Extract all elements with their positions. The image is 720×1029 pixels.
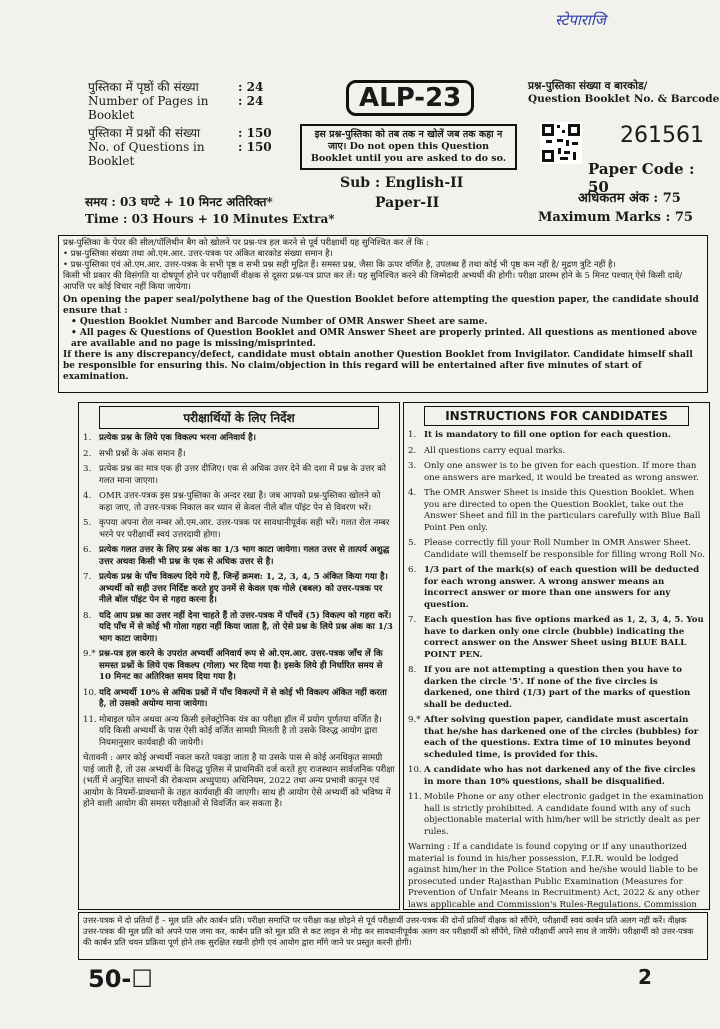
item-text: The OMR Answer Sheet is inside this Question Booklet. When you are directed to open the Question Booklet, take out the Answer Sheet and fill in the particulars carefully with Blue Ball Point Pen only. xyxy=(424,488,701,533)
seal-hi-bullet-2: • प्रश्न-पुस्तिका एवं ओ.एम.आर. उत्तर-पत्रक के सभी पृष्ठ व सभी प्रश्न सही मुद्रित हैं। समस्त प्रश्न, जैसा कि ऊपर वर्णित है, उपलब्ध हैं तथा कोई भी पृष्ठ कम नहीं है/ मुद्रण त्रुटि नहीं है। xyxy=(63,260,616,270)
english-instructions-item xyxy=(408,488,705,534)
time-hi: समय : 03 घण्टे + 10 मिनट अतिरिक्त* xyxy=(85,195,273,209)
seal-hi-bullet-1: • प्रश्न-पुस्तिका संख्या तथा ओ.एम.आर. उत्तर-पत्रक पर अंकित बारकोड संख्या समान है। xyxy=(63,249,333,259)
item-text: OMR उत्तर-पत्रक इस प्रश्न-पुस्तिका के अन्दर रखा है। जब आपको प्रश्न-पुस्तिका खोलने को कहा जाए, तो उत्तर-पत्रक निकाल कर ध्यान से केवल नीले बॉल पॉइंट पेन से विवरण भरें। xyxy=(99,491,381,513)
hindi-instructions-item xyxy=(83,572,395,607)
item-number: 7. xyxy=(83,572,92,582)
item-text: कृपया अपना रोल नम्बर ओ.एम.आर. उत्तर-पत्रक पर सावधानीपूर्वक सही भरें। गलत रोल नम्बर भरने पर परीक्षार्थी स्वयं उत्तरदायी होगा। xyxy=(99,518,390,540)
seal-en-bullet-2-text: All pages & Questions of Question Booklet and OMR Answer Sheet are properly printed. All questions as mentioned above are available and no page is missing/misprinted. xyxy=(71,328,698,349)
item-text: Warning : If a candidate is found copying or if any unauthorized material is found in his/her possession, F.I.R. would be lodged against him/her in the Police Station and he/she would liable to be prosecuted under Rajasthan Public Examination (Measures for Prevention of Unfair Means in Recruitment) Act, 2022 & any other laws applicable and Commission's Rules-Regulations. Commission xyxy=(408,842,700,910)
english-instructions-item xyxy=(408,615,705,661)
item-text: प्रत्येक प्रश्न का मात्र एक ही उत्तर दीजिए। एक से अधिक उत्तर देने की दशा में प्रश्न के उत्तर को गलत माना जाएगा। xyxy=(99,464,386,486)
hindi-instructions-item xyxy=(83,688,395,711)
paper: Paper-II xyxy=(375,195,440,211)
item-text: चेतावनी : अगर कोई अभ्यर्थी नकल करते पकड़ा जाता है या उसके पास से कोई अनधिकृत सामग्री पाई जाती है, तो उस अभ्यर्थी के विरुद्ध पुलिस में प्राथमिकी दर्ज करते हुए राजस्थान सार्वजनिक परीक्षा (भर्ती में अनुचित साधनों की रोकथाम अध्युपाय) अधिनियम, 2022 तथा अन्य प्रभावी कानून एवं आयोग के नियमों-प्रावधानों के तहत कार्यवाही की जाएगी। साथ ही आयोग ऐसे अभ्यर्थी को भविष्य में होने वाली आयोग की समस्त परीक्षाओं से विवर्जित कर सकता है। xyxy=(83,753,395,809)
barcode-label xyxy=(528,80,719,106)
max-marks-en: Maximum Marks : 75 xyxy=(538,210,693,225)
item-number: 8. xyxy=(408,665,417,675)
questions-en-value: : 150 xyxy=(238,140,272,154)
subject: Sub : English-II xyxy=(340,175,464,191)
item-number: 4. xyxy=(408,488,417,498)
hindi-instructions-list xyxy=(79,433,399,811)
pages-en-label: Number of Pages in Booklet xyxy=(88,94,209,122)
item-text: Only one answer is to be given for each question. If more than one answers are marked, it would be treated as wrong answer. xyxy=(424,461,699,483)
item-number: 10. xyxy=(83,687,97,698)
item-number: 7. xyxy=(408,615,417,625)
english-instructions-item xyxy=(408,715,705,761)
pages-en-value: : 24 xyxy=(238,94,264,108)
item-text: प्रत्येक गलत उत्तर के लिए प्रश्न अंक का 1/3 भाग काटा जायेगा। गलत उत्तर से तात्पर्य अशुद्ध उत्तर अथवा किसी भी प्रश्न के एक से अधिक उत्तर से है। xyxy=(99,545,390,567)
item-text: मोबाइल फोन अथवा अन्य किसी इलेक्ट्रोनिक यंत्र का परीक्षा हॉल में प्रयोग पूर्णतया वर्जित है। यदि किसी अभ्यर्थी के पास ऐसी कोई वर्जित सामग्री मिलती है तो उसके विरुद्ध आयोग द्वारा नियमानुसार कार्यवाही की जायेगी। xyxy=(99,714,382,748)
item-text: Each question has five options marked as 1, 2, 3, 4, 5. You have to darken only one circle (bubble) indicating the correct answer on the Answer Sheet using BLUE BALL POINT PEN. xyxy=(424,615,704,660)
item-text: सभी प्रश्नों के अंक समान हैं। xyxy=(99,448,186,459)
item-text: Mobile Phone or any other electronic gadget in the examination hall is strictly prohibited. A candidate found with any of such objectionable material with him/her will be strictly dealt as per rules. xyxy=(424,792,704,837)
english-instructions-item xyxy=(408,842,705,910)
item-number: 2. xyxy=(83,448,92,459)
pages-hi-value: : 24 xyxy=(238,80,264,94)
item-text: 1/3 part of the mark(s) of each question will be deducted for each wrong answer. A wrong answer means an incorrect answer or more than one answers for any question. xyxy=(424,565,700,610)
item-text: Please correctly fill your Roll Number in OMR Answer Sheet. Candidate will themself be responsible for filling wrong Roll No. xyxy=(424,538,705,560)
do-not-open-notice: इस प्रश्न-पुस्तिका को तब तक न खोलें जब तक कहा न जाए। Do not open this Question Booklet until you are asked to do so. xyxy=(300,124,517,170)
barcode-label-en: Question Booklet No. & Barcode xyxy=(528,93,720,105)
questions-hi-value: : 150 xyxy=(238,126,272,140)
english-instructions-item xyxy=(408,765,705,788)
item-number: 3. xyxy=(408,461,417,471)
seal-hi-bullet-3: किसी भी प्रकार की विसंगति या दोषपूर्ण होने पर परीक्षार्थी वीक्षक से दूसरा प्रश्न-पत्र प्राप्त कर लें। यह सुनिश्चित करने की जिम्मेदारी अभ्यर्थी की होगी। परीक्षा प्रारम्भ होने के 5 मिनट पश्चात् ऐसे किसी दावे/आपत्ति पर कोई विचार नहीं किया जायेगा। xyxy=(63,271,683,292)
hindi-instructions-item xyxy=(83,433,395,445)
item-number: 8. xyxy=(83,610,92,621)
seal-hi-intro: प्रश्न-पुस्तिका के पेपर की सील/पॉलिथीन बैग को खोलने पर प्रश्न-पत्र हल करने से पूर्व परीक्षार्थी यह सुनिश्चित कर लें कि : xyxy=(63,238,429,248)
hindi-instructions-item xyxy=(83,715,395,750)
english-instructions-item xyxy=(408,565,705,611)
item-text: After solving question paper, candidate must ascertain that he/she has darkened one of the circles (bubbles) for each of the questions. Extra time of 10 minutes beyond scheduled time, is provided for this. xyxy=(424,715,699,760)
hindi-instructions xyxy=(78,402,400,910)
item-number: 9.* xyxy=(83,649,96,659)
hindi-instructions-item xyxy=(83,611,395,646)
item-number: 11. xyxy=(83,714,97,725)
item-number: 6. xyxy=(83,545,92,555)
time-en: Time : 03 Hours + 10 Minutes Extra* xyxy=(85,212,335,226)
hindi-instructions-item xyxy=(83,518,395,541)
booklet-code: ALP-23 xyxy=(346,80,474,116)
seal-en-bullet-1-text: Question Booklet Number and Barcode Number of OMR Answer Sheet are same. xyxy=(79,317,488,327)
seal-en-bullet-2: • All pages & Questions of Question Booklet and OMR Answer Sheet are properly printed. All questions as mentioned above are available and no page is missing/misprinted. xyxy=(71,328,698,349)
seal-hi-bullet-1-text: प्रश्न-पुस्तिका संख्या तथा ओ.एम.आर. उत्तर-पत्रक पर अंकित बारकोड संख्या समान है। xyxy=(70,249,333,259)
questions-hi-label: पुस्तिका में प्रश्नों की संख्या xyxy=(88,126,201,140)
paper-code: Paper Code : 50 xyxy=(588,160,695,196)
item-number: 1. xyxy=(83,433,92,443)
footer-code: 50-☐ xyxy=(88,965,153,993)
hindi-instructions-title: परीक्षार्थियों के लिए निर्देश xyxy=(99,406,379,429)
item-number: 4. xyxy=(83,491,92,501)
item-text: यदि आप प्रश्न का उत्तर नहीं देना चाहते हैं तो उत्तर-पत्रक में पाँचवें (5) विकल्प को गहरा करें। यदि पाँच में से कोई भी गोला गहरा नहीं किया जाता है, तो ऐसे प्रश्न के लिये प्रश्न अंक का 1/3 भाग काटा जायेगा। xyxy=(99,610,393,644)
item-number: 9.* xyxy=(408,715,421,725)
hindi-instructions-item xyxy=(83,545,395,568)
item-text: प्रत्येक प्रश्न के लिये एक विकल्प भरना अनिवार्य है। xyxy=(99,433,256,443)
qr-code-icon xyxy=(540,122,582,168)
item-text: A candidate who has not darkened any of the five circles in more than 10% questions, shall be disqualified. xyxy=(424,765,696,787)
english-instructions-item xyxy=(408,665,705,711)
questions-en-label: No. of Questions in Booklet xyxy=(88,140,205,168)
item-number: 5. xyxy=(83,518,92,528)
item-number: 2. xyxy=(408,445,417,456)
item-number: 10. xyxy=(408,765,422,775)
handwritten-note: स्टेपाराजि xyxy=(555,11,606,29)
bottom-notice: उत्तर-पत्रक में दो प्रतियाँ हैं – मूल प्रति और कार्बन प्रति। परीक्षा समाप्ति पर परीक्षा कक्ष छोड़ने से पूर्व परीक्षार्थी उत्तर-पत्रक की दोनों प्रतियाँ वीक्षक को सौंपेंगे, परीक्षार्थी स्वयं कार्बन प्रति अलग नहीं करें। वीक्षक उत्तर-पत्रक की मूल प्रति को अपने पास जमा कर, कार्बन प्रति को मूल प्रति से कट लाइन से मोड़ कर सावधानीपूर्वक अलग कर परीक्षार्थी को सौंपेंगे, जिसे परीक्षार्थी अपने साथ ले जायेंगे। परीक्षार्थी को उत्तर-पत्रक की कार्बन प्रति चयन प्रक्रिया पूर्ण होने तक सुरक्षित रखनी होगी एवं आयोग द्वारा माँगे जाने पर प्रस्तुत करनी होगी। xyxy=(78,912,708,960)
hindi-instructions-item xyxy=(83,753,395,811)
booklet-meta xyxy=(88,80,272,168)
english-instructions-list xyxy=(404,430,709,910)
item-number: 5. xyxy=(408,538,417,548)
english-instructions-item xyxy=(408,461,705,484)
seal-hi-bullet-2-text: प्रश्न-पुस्तिका एवं ओ.एम.आर. उत्तर-पत्रक के सभी पृष्ठ व सभी प्रश्न सही मुद्रित हैं। समस्त प्रश्न, जैसा कि ऊपर वर्णित है, उपलब्ध हैं तथा कोई भी पृष्ठ कम नहीं है/ मुद्रण त्रुटि नहीं है। xyxy=(70,260,616,270)
english-instructions xyxy=(403,402,710,910)
hindi-instructions-item xyxy=(83,464,395,487)
item-text: प्रत्येक प्रश्न के पाँच विकल्प दिये गये हैं, जिन्हें क्रमश: 1, 2, 3, 4, 5 अंकित किया गया है। अभ्यर्थी को सही उत्तर निर्दिष्ट करते हुए उनमें से केवल एक गोले (बबल) को उत्तर-पत्रक पर नीले बॉल पॉइंट पेन से गहरा करना है। xyxy=(99,572,388,605)
max-marks-hi: अधिकतम अंक : 75 xyxy=(578,191,681,206)
hindi-instructions-item xyxy=(83,491,395,514)
english-instructions-title: INSTRUCTIONS FOR CANDIDATES xyxy=(424,406,689,426)
english-instructions-item xyxy=(408,446,705,458)
item-number: 6. xyxy=(408,565,417,575)
item-number: 3. xyxy=(83,464,92,474)
item-number: 11. xyxy=(408,792,422,802)
item-text: प्रश्न-पत्र हल करने के उपरांत अभ्यर्थी अनिवार्य रूप से ओ.एम.आर. उत्तर-पत्रक जाँच लें कि समस्त प्रश्नों के लिये एक विकल्प (गोला) भर दिया गया है। इसके लिये ही निर्धारित समय से 10 मिनट का अतिरिक्त समय दिया गया है। xyxy=(99,649,383,682)
english-instructions-item xyxy=(408,792,705,838)
item-text: It is mandatory to fill one option for each question. xyxy=(424,430,671,440)
booklet-number: 261561 xyxy=(620,123,704,148)
seal-notice xyxy=(58,235,708,393)
pages-hi-label: पुस्तिका में पृष्ठों की संख्या xyxy=(88,80,199,94)
item-number: 1. xyxy=(408,430,417,440)
barcode-label-hi: प्रश्न-पुस्तिका संख्या व बारकोड/ xyxy=(528,80,648,92)
hindi-instructions-item xyxy=(83,649,395,684)
hindi-instructions-item xyxy=(83,449,395,461)
item-text: All questions carry equal marks. xyxy=(424,445,566,456)
seal-en-intro: On opening the paper seal/polythene bag of the Question Booklet before attempting the question paper, the candidate should ensure that : xyxy=(63,295,699,316)
item-text: यदि अभ्यर्थी 10% से अधिक प्रश्नों में पाँच विकल्पों में से कोई भी विकल्प अंकित नहीं करता है, तो उसको अयोग्य माना जायेगा। xyxy=(99,687,387,709)
english-instructions-item xyxy=(408,538,705,561)
page-number: 2 xyxy=(638,965,652,989)
item-text: If you are not attempting a question then you have to darken the circle '5'. If none of the five circles is darkened, one third (1/3) part of the marks of question shall be deducted. xyxy=(424,665,691,710)
seal-en-bullet-3: If there is any discrepancy/defect, candidate must obtain another Question Booklet from Invigilator. Candidate himself shall be responsible for ensuring this. No claim/objection in this regard will be entertained after five minutes of start of examination. xyxy=(63,350,693,382)
english-instructions-item xyxy=(408,430,705,442)
seal-en-bullet-1: • Question Booklet Number and Barcode Number of OMR Answer Sheet are same. xyxy=(71,317,488,327)
